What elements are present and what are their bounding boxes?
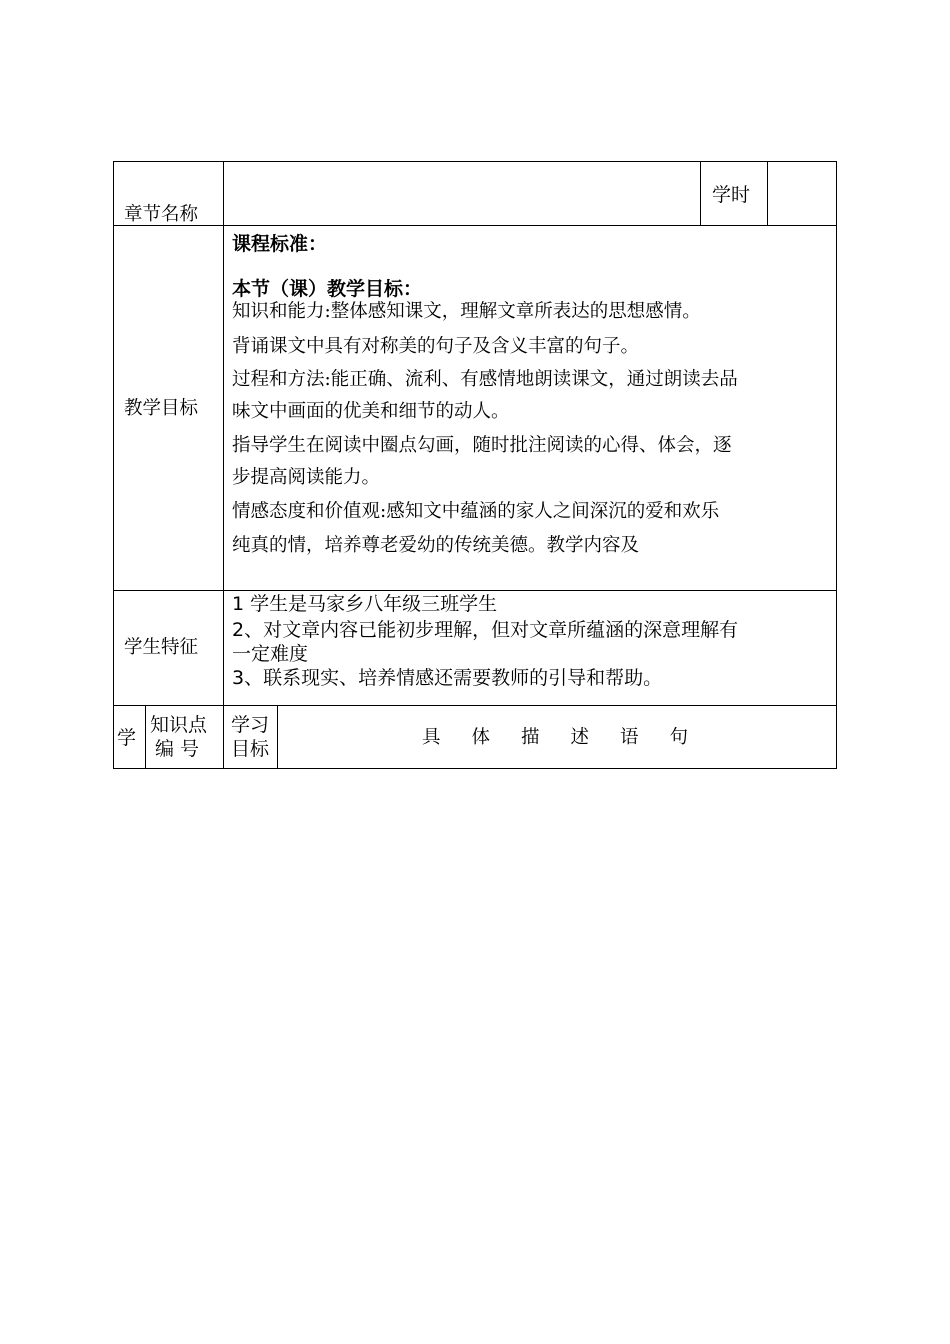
course-standard-heading: 课程标准： (232, 233, 328, 255)
objective-line: 知识和能力:整体感知课文，理解文章所表达的思想感情。 (232, 301, 701, 322)
learning-goal-header-line1: 学习 (231, 714, 270, 736)
row-divider-2 (113, 590, 837, 591)
hours-label-divider (700, 161, 701, 225)
chapter-name-cell[interactable] (225, 163, 699, 224)
feature-line: 2、对文章内容已能初步理解，但对文章所蕴涵的深意理解有 (232, 619, 739, 641)
learning-goal-header-line2: 目标 (231, 738, 270, 760)
hours-label: 学时 (712, 184, 751, 206)
objective-line: 纯真的情，培养尊老爱幼的传统美德。教学内容及 (232, 535, 640, 556)
feature-line: 1 学生是马家乡八年级三班学生 (232, 593, 498, 615)
feature-line: 一定难度 (232, 643, 309, 665)
bottom-col1-divider (145, 705, 146, 769)
knowledge-number-header: 编 号 (155, 738, 200, 760)
objective-line: 过程和方法:能正确、流利、有感情地朗读课文，通过朗读去品 (232, 369, 738, 390)
objective-line: 味文中画面的优美和细节的动人。 (232, 401, 510, 422)
label-column-divider (223, 161, 224, 769)
objective-line: 步提高阅读能力。 (232, 467, 381, 488)
hours-value-cell[interactable] (769, 163, 835, 224)
student-features-label: 学生特征 (124, 637, 199, 658)
specific-description-header: 具体描述语句 (422, 727, 720, 748)
knowledge-point-header: 知识点 (150, 714, 208, 736)
objective-line: 指导学生在阅读中圈点勾画，随时批注阅读的心得、体会，逐 (232, 435, 732, 456)
objective-line: 情感态度和价值观:感知文中蕴涵的家人之间深沉的爱和欢乐 (232, 501, 720, 522)
lesson-goal-heading: 本节（课）教学目标： (232, 278, 423, 300)
feature-line: 3、联系现实、培养情感还需要教师的引导和帮助。 (232, 667, 663, 689)
row-divider-3 (113, 705, 837, 706)
teaching-objectives-label: 教学目标 (124, 398, 199, 419)
chapter-name-label: 章节名称 (124, 204, 199, 225)
objective-line: 背诵课文中具有对称美的句子及含义丰富的句子。 (232, 336, 640, 357)
bottom-col1-header: 学 (117, 727, 137, 749)
hours-value-divider (767, 161, 768, 225)
bottom-col3-divider (277, 705, 278, 769)
row-divider-1 (113, 225, 837, 226)
